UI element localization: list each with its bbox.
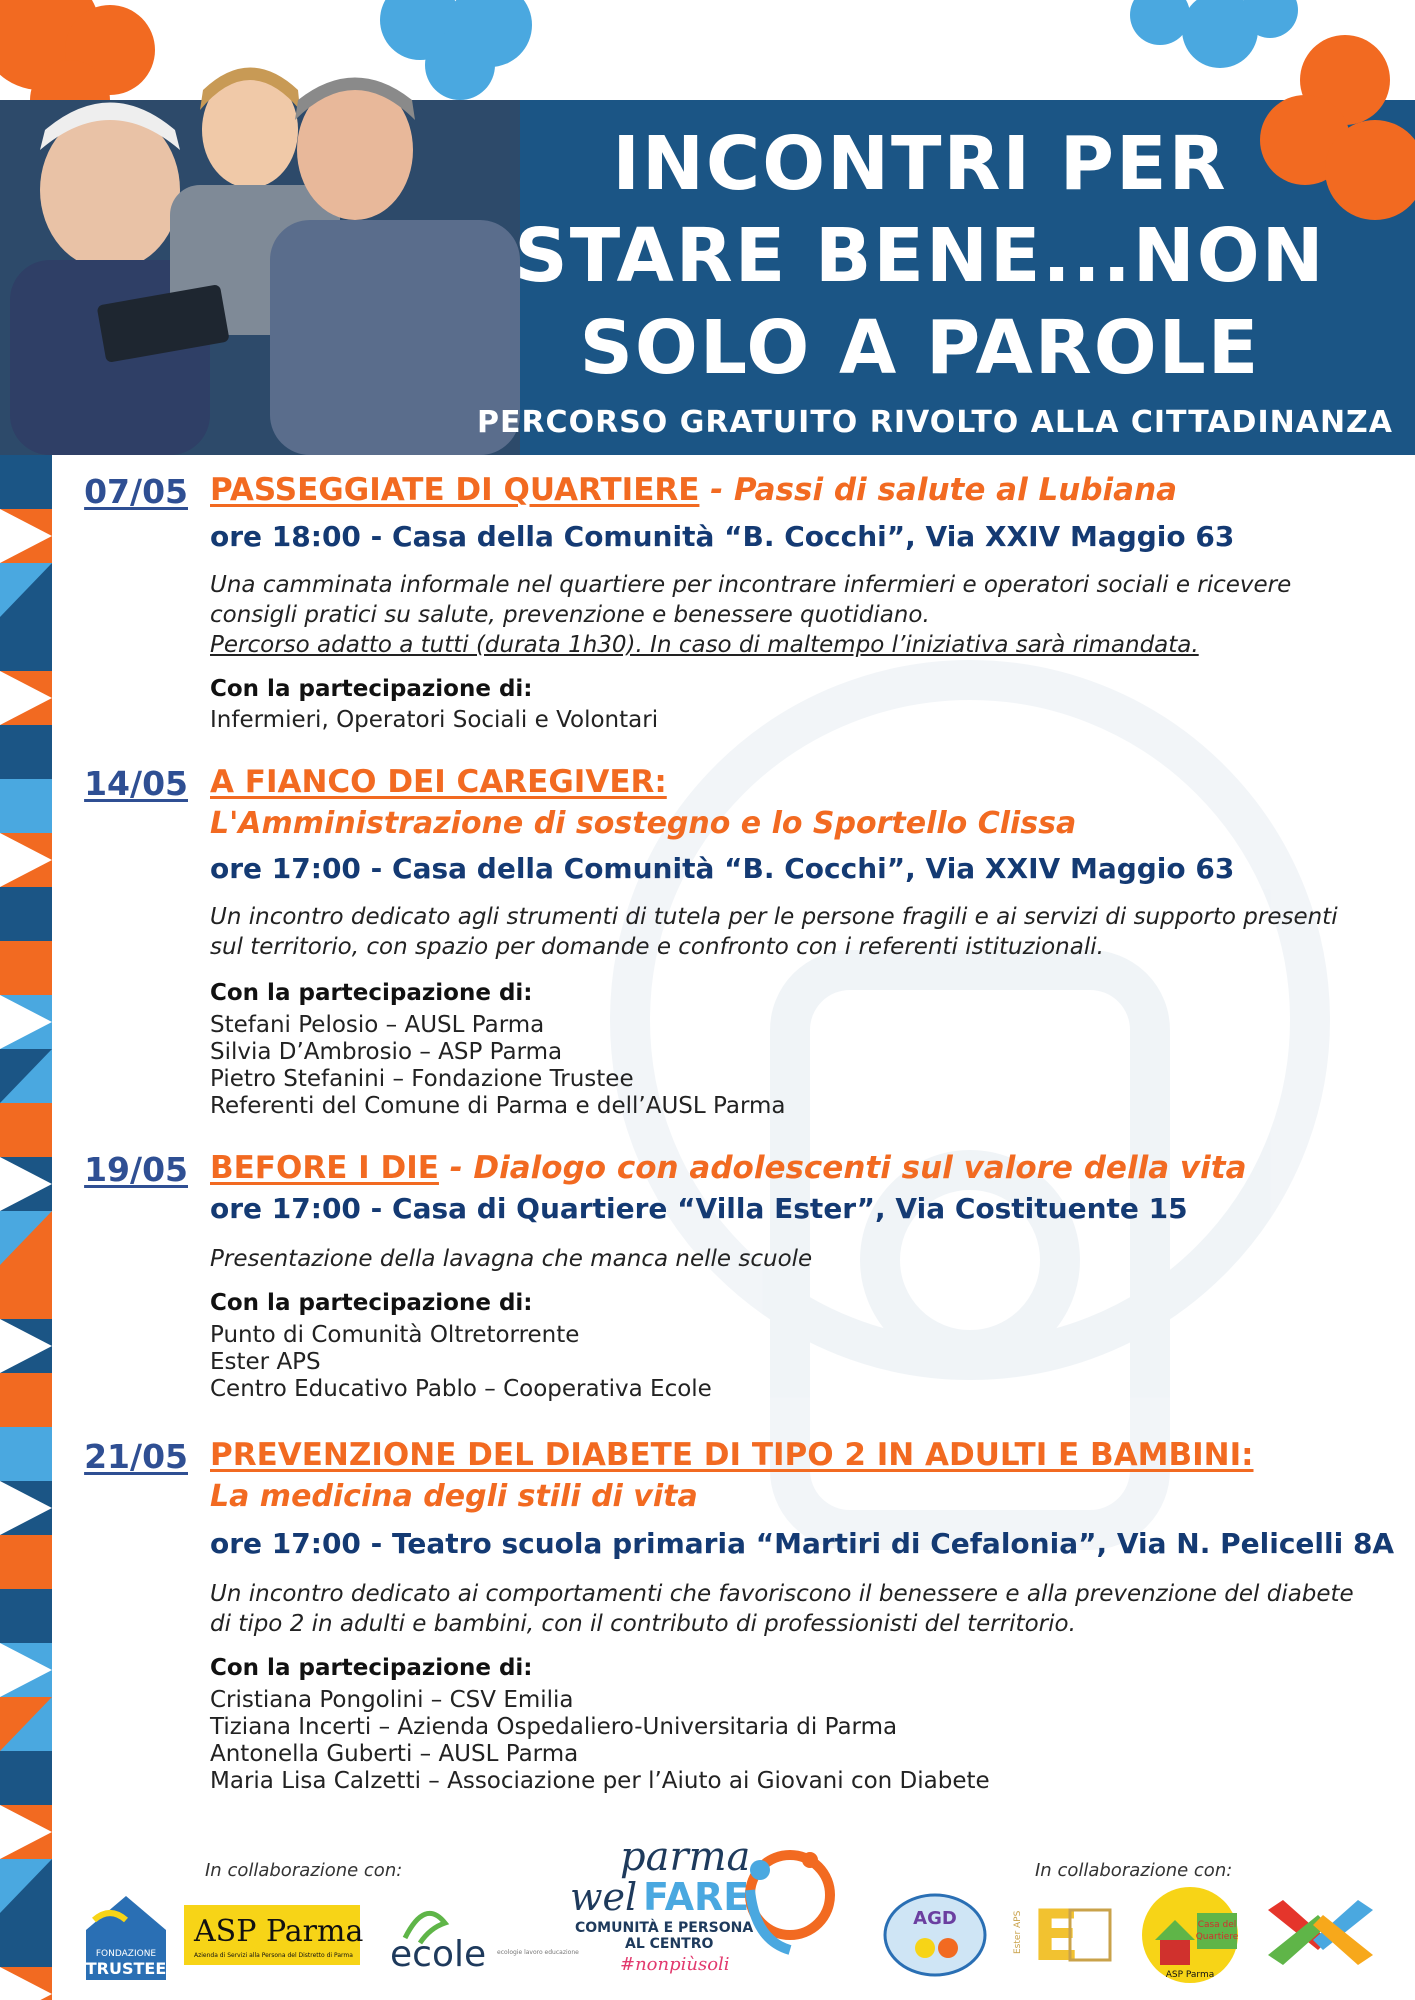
parma-welfare-logo [565,1830,855,1990]
event-title-main: PASSEGGIATE DI QUARTIERE [210,472,700,508]
event-title [210,1150,1246,1186]
left-decorative-strip [0,455,52,2000]
trustee-small-text: FONDAZIONE [95,1949,157,1959]
ecole-text: ecole [390,1934,487,1975]
strip-block [0,1913,52,1967]
event-title-main: PREVENZIONE DEL DIABETE DI TIPO 2 IN ADULTI E BAMBINI: [210,1437,1254,1473]
page-subtitle: PERCORSO GRATUITO RIVOLTO ALLA CITTADINANZA [476,405,1394,440]
participation-label: Con la partecipazione di: [210,1290,533,1316]
trustee-text: TRUSTEE [85,1959,167,1978]
participant: Referenti del Comune di Parma e dell’AUSL Parma [210,1093,786,1119]
collaboration-label-left: In collaborazione con: [205,1860,403,1881]
ecole-subtext: ecologie lavoro educazione [497,1949,579,1956]
participant: Pietro Stefanini – Fondazione Trustee [210,1066,634,1092]
event-description-note: Percorso adatto a tutti (durata 1h30). In caso di maltempo l’iniziativa sarà rimandata. [210,632,1199,658]
event-time: ore 17:00 - Teatro scuola primaria “Martiri di Cefalonia”, Via N. Pelicelli 8A [210,1527,1395,1560]
participation-label: Con la partecipazione di: [210,676,533,702]
participation-label: Con la partecipazione di: [210,1655,533,1681]
participants-list [210,1322,712,1403]
title-line-2: STARE BENE...NON [514,213,1326,299]
asp-subtext: Azienda di Servizi alla Persona del Distretto di Parma [194,1952,353,1959]
participant: Silvia D’Ambrosio – ASP Parma [210,1039,563,1065]
event-time: ore 17:00 - Casa della Comunità “B. Cocchi”, Via XXIV Maggio 63 [210,852,1235,885]
strip-block [0,941,52,995]
participant: Ester APS [210,1349,321,1375]
participation-label: Con la partecipazione di: [210,980,533,1006]
event-time: ore 18:00 - Casa della Comunità “B. Cocchi”, Via XXIV Maggio 63 [210,520,1235,553]
ecole-logo [385,1898,579,1978]
watermark-icon [590,640,1350,1740]
parma-text: parma [620,1834,751,1880]
strip-block [0,1103,52,1157]
event-title [210,1437,1254,1473]
event-description [210,570,1360,660]
strip-block [0,1751,52,1805]
asp-parma-logo [184,1905,364,1965]
participants-list [210,1687,990,1795]
participant: Cristiana Pongolini – CSV Emilia [210,1687,574,1713]
event-title-main: BEFORE I DIE [210,1150,439,1186]
comunita-line-2: AL CENTRO [625,1936,714,1952]
event-title-suffix: - Dialogo con adolescenti sul valore della vita [438,1150,1247,1186]
event-date: 14/05 [84,764,188,803]
family-photo [0,20,520,455]
hashtag-text: #nonpiùsoli [620,1954,730,1975]
multicolor-x-logo [1258,1890,1383,1975]
participant: Infermieri, Operatori Sociali e Volontari [210,707,659,733]
comunita-line-1: COMUNITÀ E PERSONA [575,1920,754,1936]
fondazione-trustee-logo [80,1890,172,1980]
event-subtitle: La medicina degli stili di vita [210,1479,698,1514]
participant: Tiziana Incerti – Azienda Ospedaliero-Universitaria di Parma [210,1714,898,1740]
participant: Stefani Pelosio – AUSL Parma [210,1012,545,1038]
casa-del-quartiere-logo [1135,1885,1245,1985]
svg-text:E: E [1032,1895,1080,1977]
event-description: Un incontro dedicato agli strumenti di tutela per le persone fragili e ai servizi di supporto presenti sul territorio, con spazio per domande e confronto con i referenti istituzionali. [210,904,1338,960]
strip-block [0,1589,52,1643]
asp-text: ASP Parma [194,1914,364,1949]
ester-aps-logo [1010,1880,1115,1980]
event-time: ore 17:00 - Casa di Quartiere “Villa Ester”, Via Costituente 15 [210,1192,1188,1225]
title-line-1: INCONTRI PER [612,121,1228,207]
strip-block [0,779,52,833]
event-description: Un incontro dedicato ai comportamenti che favoriscono il benessere e alla prevenzione del diabete di tipo 2 in adulti e bambini, con il contributo di professionisti del territorio. [210,1581,1354,1637]
header [0,0,1415,455]
page-title [470,118,1370,394]
event-title [210,764,667,800]
strip-block [0,1427,52,1481]
participant: Maria Lisa Calzetti – Associazione per l’Aiuto ai Giovani con Diabete [210,1768,990,1794]
casa-line-1: Casa del [1197,1920,1237,1930]
collaboration-label-right: In collaborazione con: [1035,1860,1233,1881]
agd-text: AGD [913,1908,957,1929]
welfare-text-a: wel [570,1875,638,1919]
event-subtitle: L'Amministrazione di sostegno e lo Sportello Clissa [210,806,1077,841]
casa-asp-text: ASP Parma [1165,1970,1215,1980]
participant: Punto di Comunità Oltretorrente [210,1322,580,1348]
strip-block [0,617,52,671]
participants-list [210,707,658,734]
title-line-3: SOLO A PAROLE [579,305,1261,391]
event-date: 21/05 [84,1437,188,1476]
casa-line-2: Quartiere [1195,1932,1239,1942]
event-description: Presentazione della lavagna che manca nelle scuole [210,1246,813,1272]
agd-logo [880,1890,990,1980]
event-title [210,472,1177,508]
welfare-text-b: FARE [643,1875,750,1919]
event-description-text: Una camminata informale nel quartiere per incontrare infermieri e operatori sociali e ricevere consigli pratici su salute, prevenzione e benessere quotidiano. [210,572,1292,628]
ester-text: Ester APS [1013,1910,1023,1954]
event-date: 07/05 [84,472,188,511]
event-date: 19/05 [84,1150,188,1189]
strip-block [0,455,52,509]
participants-list [210,1012,786,1120]
strip-block [0,1265,52,1319]
participant: Centro Educativo Pablo – Cooperativa Ecole [210,1376,712,1402]
event-title-suffix: - Passi di salute al Lubiana [699,472,1178,508]
event-title-main: A FIANCO DEI CAREGIVER: [210,764,667,800]
participant: Antonella Guberti – AUSL Parma [210,1741,579,1767]
